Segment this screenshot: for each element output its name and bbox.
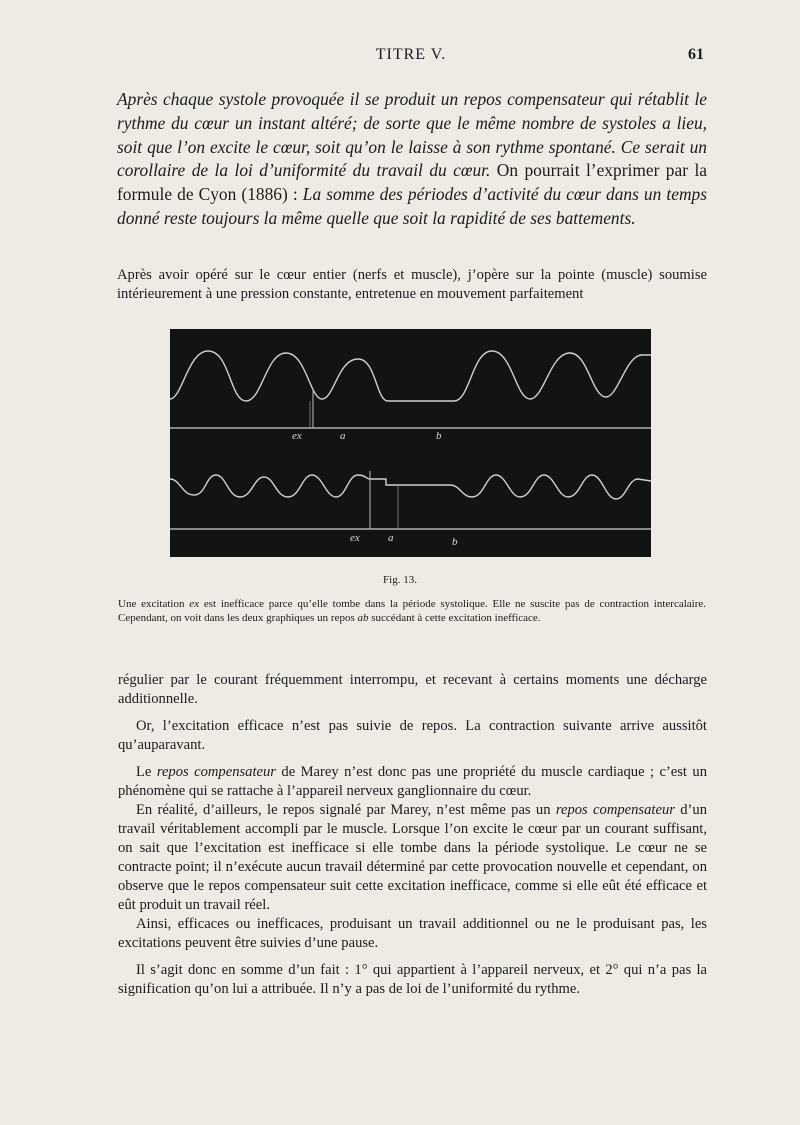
paragraph-5 bbox=[118, 801, 707, 915]
p4-italic: repos compensateur bbox=[156, 764, 276, 780]
paragraph-6: Ainsi, efficaces ou inefficaces, produisant un travail additionnel ou ne le produisant pas, les excitations peuvent être suivies d’une pause. bbox=[118, 916, 707, 951]
caption-ex: ex bbox=[189, 598, 200, 610]
p5-text-a: En réalité, d’ailleurs, le repos signalé par Marey, n’est même pas un bbox=[136, 802, 556, 818]
caption-ab: ab bbox=[357, 612, 369, 624]
caption-text-2: est inefficace parce qu’elle tombe dans la période systolique. Elle ne suscite pas de contraction intercalaire. Cependant, on voit dans les deux graphiques un repos bbox=[118, 598, 706, 624]
lower-label-b: b bbox=[452, 536, 458, 548]
caption-text-3: succédant à cette excitation inefficace. bbox=[368, 612, 541, 624]
figure-13-tracing bbox=[170, 329, 651, 557]
chapter-title: TITRE V. bbox=[375, 46, 447, 63]
p4-text-b: de Marey n’est donc pas une propriété du muscle cardiaque ; c’est un phénomène qui se rattache à l’appareil nerveux ganglionnaire du cœur. bbox=[118, 764, 707, 799]
paragraph-3: Or, l’excitation efficace n’est pas suivie de repos. La contraction suivante arrive aussitôt qu’auparavant. bbox=[118, 718, 707, 753]
paragraph-2: régulier par le courant fréquemment interrompu, et recevant à certains moments une décharge additionnelle. bbox=[118, 672, 707, 707]
p4-text-a: Le bbox=[136, 764, 157, 780]
upper-label-b: b bbox=[436, 430, 442, 442]
figure-number: Fig. 13. bbox=[383, 574, 417, 586]
intro-italic-2: La somme des périodes d’activité du cœur dans un temps donné reste toujours la même quelle que soit la rapidité de ses battements. bbox=[117, 184, 707, 228]
upper-trace-curve bbox=[170, 351, 651, 401]
paragraph-1: Après avoir opéré sur le cœur entier (nerfs et muscle), j’opère sur la pointe (muscle) soumise intérieurement à une pression constante, entretenue en mouvement parfaitement bbox=[117, 267, 707, 302]
lower-label-a: a bbox=[388, 532, 394, 544]
intro-paragraph bbox=[117, 88, 707, 231]
lower-label-ex: ex bbox=[350, 532, 360, 544]
upper-label-ex: ex bbox=[292, 430, 302, 442]
intro-roman: On pourrait l’exprimer par la formule de Cyon (1886) : bbox=[117, 160, 707, 205]
cardiac-tracing-graph bbox=[170, 329, 651, 557]
intro-italic-1: Après chaque systole provoquée il se produit un repos compensateur qui rétablit le rythme du cœur un instant altéré; de sorte que le même nombre de systoles a lieu, soit que l’on excite le cœur, soit qu’on le laisse à son rythme spontané. Ce serait un corollaire de la loi d’uniformité du travail du cœur. bbox=[117, 89, 707, 181]
paragraph-4 bbox=[118, 763, 707, 801]
p5-text-b: d’un travail véritablement accompli par le muscle. Lorsque l’on excite le cœur par un courant suffisant, on sait que l’excitation est inefficace si elle tombe dans la période systolique. Le cœur ne se contracte point; il n’exécute aucun travail déterminé par cette provocation nouvelle et cependant, on observe que le repos compensateur suit cette excitation inefficace, comme si elle eût été efficace et eût produit un travail réel. bbox=[118, 802, 707, 913]
running-header bbox=[118, 46, 704, 68]
caption-text-1: Une excitation bbox=[118, 598, 190, 610]
body-text bbox=[118, 671, 707, 1007]
p5-italic: repos compensateur bbox=[555, 802, 675, 818]
upper-label-a: a bbox=[340, 430, 346, 442]
page-number: 61 bbox=[688, 46, 704, 63]
figure-caption bbox=[118, 597, 706, 625]
paragraph-7: Il s’agit donc en somme d’un fait : 1° qui appartient à l’appareil nerveux, et 2° qui n’a pas la signification qu’on lui a attribuée. Il n’y a pas de loi de l’uniformité du rythme. bbox=[118, 962, 707, 997]
lower-trace-curve bbox=[170, 475, 651, 499]
